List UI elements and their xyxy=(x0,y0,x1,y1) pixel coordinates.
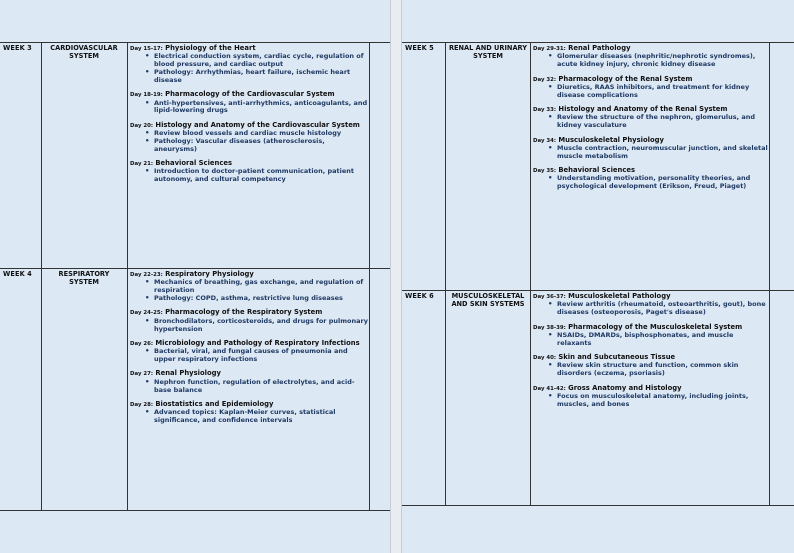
system-label: MUSCULOSKELETAL AND SKIN SYSTEMS xyxy=(451,292,525,308)
session-heading: Day 29-31: Renal Pathology xyxy=(533,44,631,52)
bullet-item: • Understanding motivation, personality theories, and psychological development (Erikson, Freud, Piaget) xyxy=(557,175,769,191)
session-heading: Day 33: Histology and Anatomy of the Renal System xyxy=(533,105,728,113)
bullet-list xyxy=(130,348,368,364)
week-label: WEEK 3 xyxy=(3,44,32,52)
session-heading: Day 38-39: Pharmacology of the Musculoskeletal System xyxy=(533,322,743,331)
session-heading: Day 15-17: Physiology of the Heart xyxy=(130,44,256,52)
row-divider xyxy=(0,268,390,269)
session-heading: Day 20: Histology and Anatomy of the Cardiovascular System xyxy=(130,120,360,129)
bullet-item: • Nephron function, regulation of electrolytes, and acid-base balance xyxy=(154,379,368,395)
bullet-list xyxy=(533,145,769,161)
bullet-list xyxy=(130,279,368,302)
session-heading: Day 35: Behavioral Sciences xyxy=(533,166,636,174)
session-heading: Day 34: Musculoskeletal Physiology xyxy=(533,135,664,144)
bullet-item: • Anti-hypertensives, anti-arrhythmics, anticoagulants, and lipid-lowering drugs xyxy=(154,100,368,116)
bullet-list xyxy=(130,100,368,116)
session-heading: Day 40: Skin and Subcutaneous Tissue xyxy=(533,353,676,361)
column-divider xyxy=(127,42,128,510)
system-label: RESPIRATORY SYSTEM xyxy=(58,270,110,286)
column-divider xyxy=(769,42,770,505)
bullet-list xyxy=(130,130,368,153)
bullet-list xyxy=(533,175,769,191)
bullet-item: • Focus on musculoskeletal anatomy, including joints, muscles, and bones xyxy=(557,393,769,409)
session-heading: Day 41-42: Gross Anatomy and Histology xyxy=(533,383,682,392)
page-gutter xyxy=(390,0,402,553)
bullet-item: • Diuretics, RAAS inhibitors, and treatment for kidney disease complications xyxy=(557,84,769,100)
bullet-list xyxy=(130,318,368,334)
right-page xyxy=(402,0,794,553)
bullet-list xyxy=(533,362,769,378)
bullet-list xyxy=(130,53,368,84)
sessions-cell xyxy=(533,292,769,414)
bullet-item: • Introduction to doctor-patient communication, patient autonomy, and cultural competency xyxy=(154,168,368,184)
bullet-list xyxy=(533,301,769,317)
table-border-bottom xyxy=(0,510,390,511)
bullet-list xyxy=(130,379,368,395)
table-border-bottom xyxy=(402,505,794,506)
bullet-item: • NSAIDs, DMARDs, bisphosphonates, and muscle relaxants xyxy=(557,332,769,348)
bullet-item: • Advanced topics: Kaplan-Meier curves, statistical significance, and confidence intervals xyxy=(154,409,368,425)
bullet-item: • Pathology: Arrhythmias, heart failure, ischemic heart disease xyxy=(154,69,368,85)
bullet-list xyxy=(533,393,769,409)
table-border-top xyxy=(402,42,794,43)
week-label: WEEK 5 xyxy=(405,44,434,52)
bullet-item: • Review the structure of the nephron, glomerulus, and kidney vasculature xyxy=(557,114,769,130)
bullet-item: • Mechanics of breathing, gas exchange, and regulation of respiration xyxy=(154,279,368,295)
bullet-list xyxy=(533,53,769,69)
left-page xyxy=(0,0,390,553)
session-heading: Day 18-19: Pharmacology of the Cardiovascular System xyxy=(130,90,335,99)
session-heading: Day 27: Renal Physiology xyxy=(130,369,221,378)
session-heading: Day 26: Microbiology and Pathology of Respiratory Infections xyxy=(130,338,360,347)
bullet-item: • Glomerular diseases (nephritic/nephrotic syndromes), acute kidney injury, chronic kidney disease xyxy=(557,53,769,69)
week-label: WEEK 6 xyxy=(405,292,434,300)
session-heading: Day 22-23: Respiratory Physiology xyxy=(130,270,254,278)
sessions-cell xyxy=(533,44,769,197)
sessions-cell xyxy=(130,270,368,430)
bullet-item: • Review skin structure and function, common skin disorders (eczema, psoriasis) xyxy=(557,362,769,378)
sessions-cell xyxy=(130,44,368,189)
row-divider xyxy=(402,290,794,291)
bullet-item: • Pathology: Vascular diseases (atherosclerosis, aneurysms) xyxy=(154,138,368,154)
bullet-list xyxy=(533,332,769,348)
column-divider xyxy=(41,42,42,510)
table-border-top xyxy=(0,42,390,43)
column-divider xyxy=(530,42,531,505)
column-divider xyxy=(445,42,446,505)
bullet-list xyxy=(130,409,368,425)
column-divider xyxy=(369,42,370,510)
bullet-item: • Pathology: COPD, asthma, restrictive lung diseases xyxy=(154,295,368,303)
session-heading: Day 36-37: Musculoskeletal Pathology xyxy=(533,292,671,300)
bullet-item: • Review arthritis (rheumatoid, osteoarthritis, gout), bone diseases (osteoporosis, Paget's disease) xyxy=(557,301,769,317)
bullet-list xyxy=(533,84,769,100)
session-heading: Day 21: Behavioral Sciences xyxy=(130,158,233,167)
bullet-item: • Review blood vessels and cardiac muscle histology xyxy=(154,130,368,138)
bullet-item: • Electrical conduction system, cardiac cycle, regulation of blood pressure, and cardiac output xyxy=(154,53,368,69)
bullet-item: • Bacterial, viral, and fungal causes of pneumonia and upper respiratory infections xyxy=(154,348,368,364)
bullet-list xyxy=(533,114,769,130)
week-label: WEEK 4 xyxy=(3,270,32,278)
session-heading: Day 24-25: Pharmacology of the Respiratory System xyxy=(130,308,323,317)
system-label: RENAL AND URINARY SYSTEM xyxy=(448,44,528,60)
system-label: CARDIOVASCULAR SYSTEM xyxy=(50,44,118,60)
bullet-item: • Bronchodilators, corticosteroids, and drugs for pulmonary hypertension xyxy=(154,318,368,334)
session-heading: Day 28: Biostatistics and Epidemiology xyxy=(130,399,274,408)
bullet-item: • Muscle contraction, neuromuscular junction, and skeletal muscle metabolism xyxy=(557,145,769,161)
bullet-list xyxy=(130,168,368,184)
session-heading: Day 32: Pharmacology of the Renal System xyxy=(533,74,693,83)
